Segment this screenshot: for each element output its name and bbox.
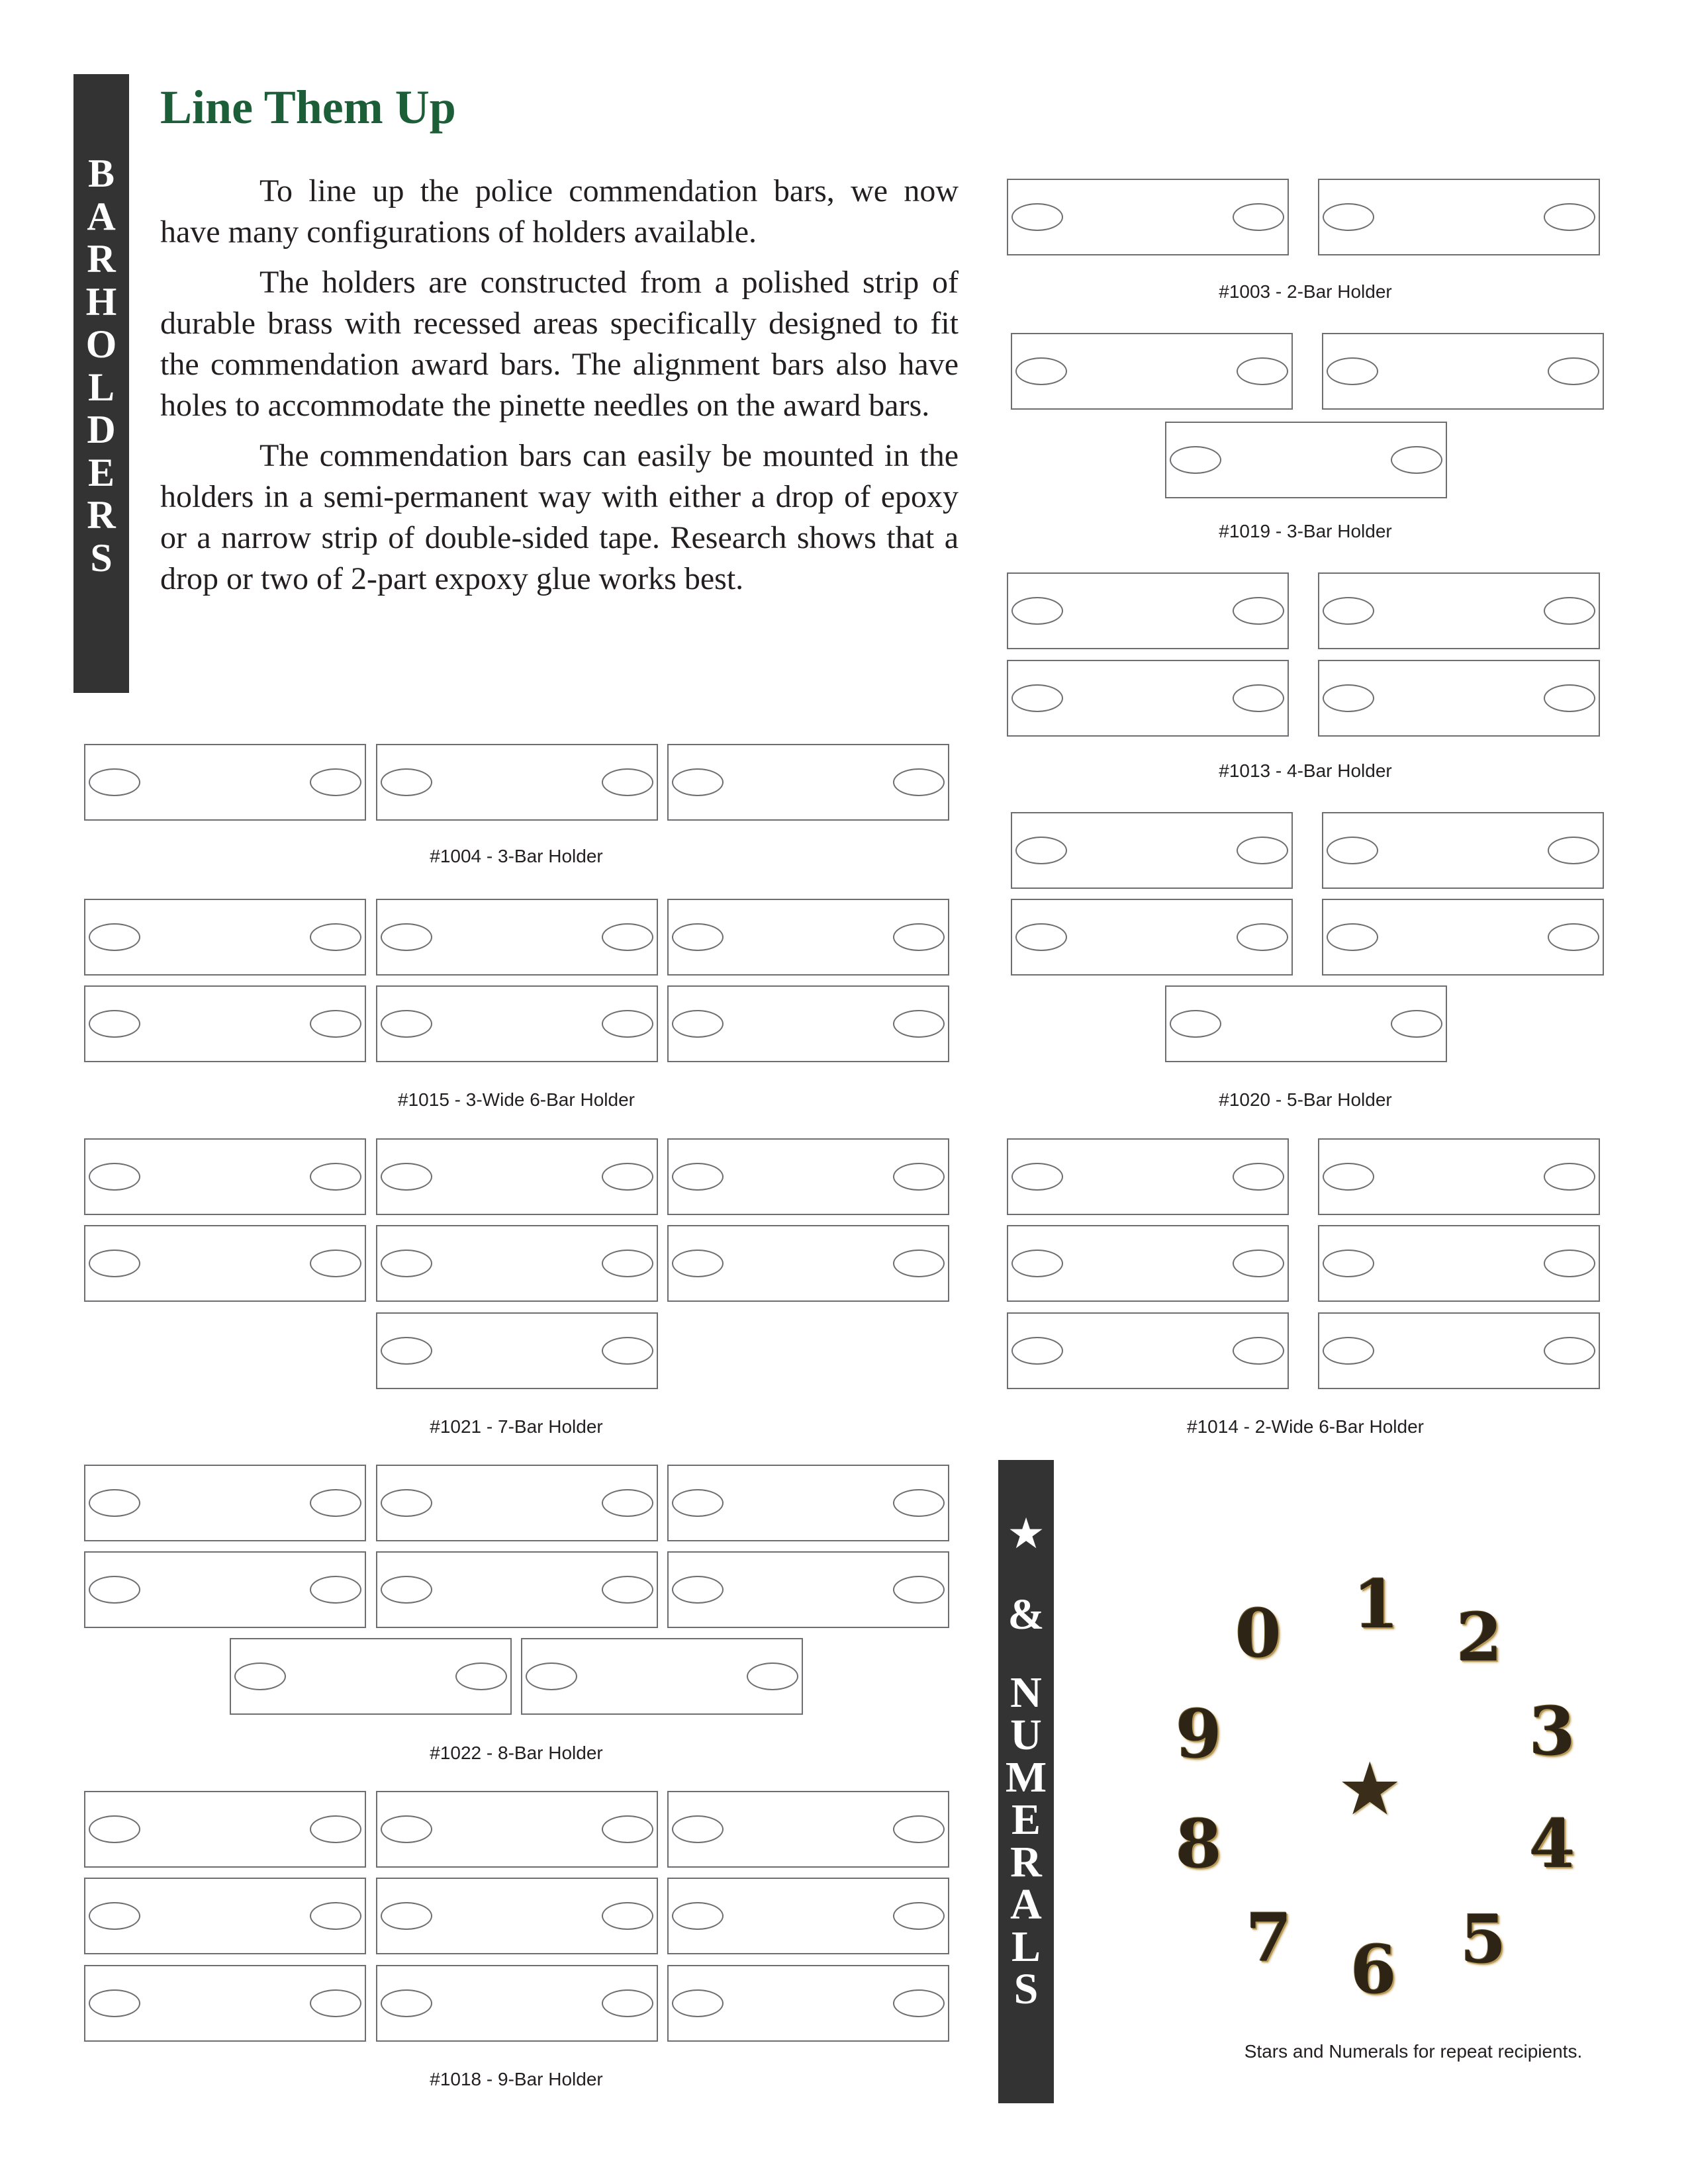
- center-star-icon: ★: [1337, 1747, 1403, 1831]
- pin-hole: [1544, 203, 1595, 231]
- intro-text: [160, 171, 959, 609]
- pin-hole: [1015, 357, 1067, 385]
- paragraph-1: To line up the police commendation bars, we now have many configurations of holders available.: [160, 173, 959, 250]
- pin-hole: [672, 923, 724, 951]
- pin-hole: [310, 1989, 361, 2017]
- pin-hole: [381, 1902, 432, 1930]
- holder-1015-bar: [376, 899, 658, 976]
- pin-hole: [602, 768, 653, 796]
- pin-hole: [893, 1902, 945, 1930]
- pin-hole: [602, 1250, 653, 1277]
- pin-hole: [1011, 1250, 1063, 1277]
- numerals-tab-letter: M: [1005, 1753, 1047, 1801]
- pin-hole: [1233, 203, 1284, 231]
- page-title: Line Them Up: [160, 81, 456, 134]
- numeral-1: 1: [1353, 1565, 1399, 1643]
- pin-hole: [89, 1902, 140, 1930]
- holder-1022-bar: [521, 1638, 803, 1715]
- holder-1014-bar: [1318, 1225, 1600, 1302]
- holder-1015-bar: [84, 985, 366, 1062]
- pin-hole: [672, 768, 724, 796]
- pin-hole: [381, 1576, 432, 1604]
- pin-hole: [381, 1163, 432, 1191]
- pin-hole: [89, 1163, 140, 1191]
- pin-hole: [1544, 1250, 1595, 1277]
- holder-1020-bar: [1322, 899, 1604, 976]
- pin-hole: [672, 1815, 724, 1843]
- pin-hole: [672, 1250, 724, 1277]
- holder-caption-1014: #1014 - 2-Wide 6-Bar Holder: [1187, 1416, 1424, 1437]
- pin-hole: [672, 1902, 724, 1930]
- holder-1021-bar: [667, 1138, 949, 1215]
- holder-1003-bar: [1007, 179, 1289, 255]
- pin-hole: [1011, 1163, 1063, 1191]
- numerals-tab-letter: S: [1013, 1965, 1039, 2013]
- holder-1022-bar: [376, 1465, 658, 1541]
- pin-hole: [1323, 684, 1374, 712]
- pin-hole: [1323, 597, 1374, 625]
- holder-1018-bar: [376, 1791, 658, 1868]
- pin-hole: [526, 1662, 577, 1690]
- holder-1015-bar: [84, 899, 366, 976]
- pin-hole: [1327, 357, 1378, 385]
- barholders-tab-letter: R: [87, 493, 116, 537]
- pin-hole: [310, 1815, 361, 1843]
- pin-hole: [602, 1576, 653, 1604]
- pin-hole: [1391, 1010, 1442, 1038]
- ampersand-glyph: &: [1008, 1590, 1045, 1639]
- holder-1021-bar: [376, 1138, 658, 1215]
- pin-hole: [602, 1815, 653, 1843]
- holder-1018-bar: [84, 1791, 366, 1868]
- pin-hole: [89, 1576, 140, 1604]
- barholders-tab-letter: H: [85, 279, 117, 324]
- pin-hole: [310, 1576, 361, 1604]
- pin-hole: [672, 1989, 724, 2017]
- numeral-2: 2: [1456, 1598, 1503, 1676]
- holder-1013-bar: [1318, 660, 1600, 737]
- barholders-tab-letter: S: [90, 535, 113, 580]
- pin-hole: [602, 1989, 653, 2017]
- pin-hole: [1548, 837, 1599, 864]
- pin-hole: [893, 923, 945, 951]
- holder-1004-bar: [376, 744, 658, 821]
- holder-1022-bar: [667, 1465, 949, 1541]
- holder-1003-bar: [1318, 179, 1600, 255]
- pin-hole: [381, 1489, 432, 1517]
- paragraph-2: The holders are constructed from a polished strip of durable brass with recessed areas specifically designed to fit the commendation award bars. The alignment bars also have holes to accommodate the pinette needles on the award bars.: [160, 265, 959, 423]
- holder-1021-bar: [376, 1225, 658, 1302]
- barholders-tab-letter: E: [87, 450, 115, 494]
- pin-hole: [893, 1576, 945, 1604]
- numeral-7: 7: [1246, 1899, 1292, 1977]
- holder-caption-1004: #1004 - 3-Bar Holder: [430, 846, 603, 866]
- numerals-tab-letter: N: [1010, 1668, 1042, 1717]
- pin-hole: [310, 1163, 361, 1191]
- pin-hole: [310, 1902, 361, 1930]
- numeral-6: 6: [1350, 1931, 1397, 2009]
- pin-hole: [602, 1163, 653, 1191]
- numerals-tab-letter: A: [1010, 1880, 1042, 1929]
- holder-1021-bar: [667, 1225, 949, 1302]
- barholders-tab-letter: L: [87, 365, 115, 409]
- holder-1014-bar: [1007, 1225, 1289, 1302]
- pin-hole: [893, 768, 945, 796]
- holder-1018-bar: [667, 1878, 949, 1954]
- holder-caption-1020: #1020 - 5-Bar Holder: [1219, 1089, 1392, 1110]
- barholders-tab-letter: O: [85, 322, 117, 366]
- stars-numerals-section-tab: [998, 1460, 1054, 2103]
- holder-1013-bar: [1007, 572, 1289, 649]
- holder-caption-1018: #1018 - 9-Bar Holder: [430, 2069, 603, 2089]
- holder-1004-bar: [667, 744, 949, 821]
- holder-1018-bar: [667, 1965, 949, 2042]
- holder-1021-bar: [376, 1312, 658, 1389]
- holder-caption-1021: #1021 - 7-Bar Holder: [430, 1416, 603, 1437]
- holder-1013-bar: [1007, 660, 1289, 737]
- pin-hole: [89, 1250, 140, 1277]
- holder-1021-bar: [84, 1138, 366, 1215]
- pin-hole: [747, 1662, 798, 1690]
- holder-1018-bar: [84, 1965, 366, 2042]
- pin-hole: [455, 1662, 507, 1690]
- pin-hole: [381, 1010, 432, 1038]
- pin-hole: [1237, 923, 1288, 951]
- holder-caption-1015: #1015 - 3-Wide 6-Bar Holder: [398, 1089, 635, 1110]
- pin-hole: [1548, 923, 1599, 951]
- pin-hole: [893, 1989, 945, 2017]
- pin-hole: [1170, 446, 1221, 474]
- pin-hole: [602, 1010, 653, 1038]
- holder-1020-bar: [1322, 812, 1604, 889]
- pin-hole: [893, 1250, 945, 1277]
- pin-hole: [381, 1250, 432, 1277]
- numeral-8: 8: [1176, 1805, 1222, 1883]
- holder-1014-bar: [1318, 1138, 1600, 1215]
- numeral-0: 0: [1235, 1594, 1282, 1672]
- pin-hole: [1233, 1337, 1284, 1365]
- numerals-tab-letter: R: [1010, 1838, 1042, 1886]
- pin-hole: [381, 1989, 432, 2017]
- pin-hole: [1544, 1163, 1595, 1191]
- holder-1022-bar: [230, 1638, 512, 1715]
- barholders-tab-letter: R: [87, 237, 116, 281]
- numeral-5: 5: [1460, 1900, 1507, 1978]
- holder-1013-bar: [1318, 572, 1600, 649]
- pin-hole: [310, 1250, 361, 1277]
- holder-1019-bar: [1011, 333, 1293, 410]
- numerals-tab-letter: L: [1011, 1923, 1041, 1971]
- pin-hole: [1011, 1337, 1063, 1365]
- pin-hole: [310, 768, 361, 796]
- stars-numerals-caption: Stars and Numerals for repeat recipients.: [1244, 2041, 1583, 2062]
- numeral-3: 3: [1529, 1692, 1575, 1770]
- pin-hole: [89, 768, 140, 796]
- holder-1021-bar: [84, 1225, 366, 1302]
- numerals-tab-letter: E: [1011, 1796, 1041, 1844]
- holder-1020-bar: [1165, 985, 1447, 1062]
- pin-hole: [893, 1815, 945, 1843]
- pin-hole: [1323, 1250, 1374, 1277]
- pin-hole: [1237, 837, 1288, 864]
- pin-hole: [602, 1902, 653, 1930]
- holder-1018-bar: [667, 1791, 949, 1868]
- holder-1015-bar: [667, 899, 949, 976]
- pin-hole: [1544, 684, 1595, 712]
- holder-1014-bar: [1318, 1312, 1600, 1389]
- pin-hole: [89, 1815, 140, 1843]
- pin-hole: [1015, 923, 1067, 951]
- pin-hole: [672, 1010, 724, 1038]
- pin-hole: [893, 1489, 945, 1517]
- holder-1022-bar: [84, 1465, 366, 1541]
- holder-1020-bar: [1011, 899, 1293, 976]
- holder-1020-bar: [1011, 812, 1293, 889]
- barholders-tab-letter: D: [87, 408, 116, 451]
- pin-hole: [381, 923, 432, 951]
- holder-1014-bar: [1007, 1312, 1289, 1389]
- pin-hole: [672, 1489, 724, 1517]
- pin-hole: [381, 1815, 432, 1843]
- pin-hole: [310, 1489, 361, 1517]
- pin-hole: [89, 1489, 140, 1517]
- pin-hole: [1170, 1010, 1221, 1038]
- pin-hole: [1237, 357, 1288, 385]
- holder-1014-bar: [1007, 1138, 1289, 1215]
- holder-1022-bar: [376, 1551, 658, 1628]
- pin-hole: [1011, 684, 1063, 712]
- pin-hole: [1323, 203, 1374, 231]
- pin-hole: [1544, 597, 1595, 625]
- holder-1004-bar: [84, 744, 366, 821]
- holder-caption-1003: #1003 - 2-Bar Holder: [1219, 281, 1392, 302]
- pin-hole: [1015, 837, 1067, 864]
- barholders-tab-letter: A: [87, 194, 116, 238]
- pin-hole: [381, 1337, 432, 1365]
- pin-hole: [310, 1010, 361, 1038]
- pin-hole: [89, 1010, 140, 1038]
- pin-hole: [1391, 446, 1442, 474]
- holder-1018-bar: [376, 1965, 658, 2042]
- pin-hole: [1233, 684, 1284, 712]
- pin-hole: [672, 1576, 724, 1604]
- pin-hole: [1011, 597, 1063, 625]
- holder-1018-bar: [84, 1878, 366, 1954]
- pin-hole: [1323, 1337, 1374, 1365]
- holder-caption-1022: #1022 - 8-Bar Holder: [430, 1743, 603, 1763]
- numeral-9: 9: [1176, 1695, 1222, 1773]
- pin-hole: [1233, 597, 1284, 625]
- pin-hole: [381, 768, 432, 796]
- holder-1015-bar: [667, 985, 949, 1062]
- numerals-tab-letter: U: [1010, 1711, 1042, 1759]
- barholders-section-tab: [73, 74, 129, 693]
- holder-1022-bar: [84, 1551, 366, 1628]
- pin-hole: [1548, 357, 1599, 385]
- pin-hole: [89, 923, 140, 951]
- holder-1015-bar: [376, 985, 658, 1062]
- star-icon: ★: [1007, 1510, 1045, 1559]
- pin-hole: [1327, 837, 1378, 864]
- pin-hole: [89, 1989, 140, 2017]
- pin-hole: [672, 1163, 724, 1191]
- holder-caption-1019: #1019 - 3-Bar Holder: [1219, 521, 1392, 541]
- pin-hole: [1323, 1163, 1374, 1191]
- barholders-tab-letter: B: [87, 152, 115, 195]
- pin-hole: [602, 1489, 653, 1517]
- pin-hole: [1327, 923, 1378, 951]
- pin-hole: [893, 1010, 945, 1038]
- holder-1018-bar: [376, 1878, 658, 1954]
- pin-hole: [310, 923, 361, 951]
- pin-hole: [1233, 1250, 1284, 1277]
- pin-hole: [893, 1163, 945, 1191]
- pin-hole: [1011, 203, 1063, 231]
- pin-hole: [602, 923, 653, 951]
- pin-hole: [1544, 1337, 1595, 1365]
- holder-caption-1013: #1013 - 4-Bar Holder: [1219, 760, 1392, 781]
- paragraph-3: The commendation bars can easily be mounted in the holders in a semi-permanent way with either a drop of epoxy or a narrow strip of double-sided tape. Research shows that a drop or two of 2-part expoxy glue works best.: [160, 438, 959, 596]
- numeral-4: 4: [1529, 1805, 1575, 1883]
- holder-1019-bar: [1322, 333, 1604, 410]
- holder-1019-bar: [1165, 422, 1447, 498]
- pin-hole: [1233, 1163, 1284, 1191]
- pin-hole: [234, 1662, 286, 1690]
- holder-1022-bar: [667, 1551, 949, 1628]
- pin-hole: [602, 1337, 653, 1365]
